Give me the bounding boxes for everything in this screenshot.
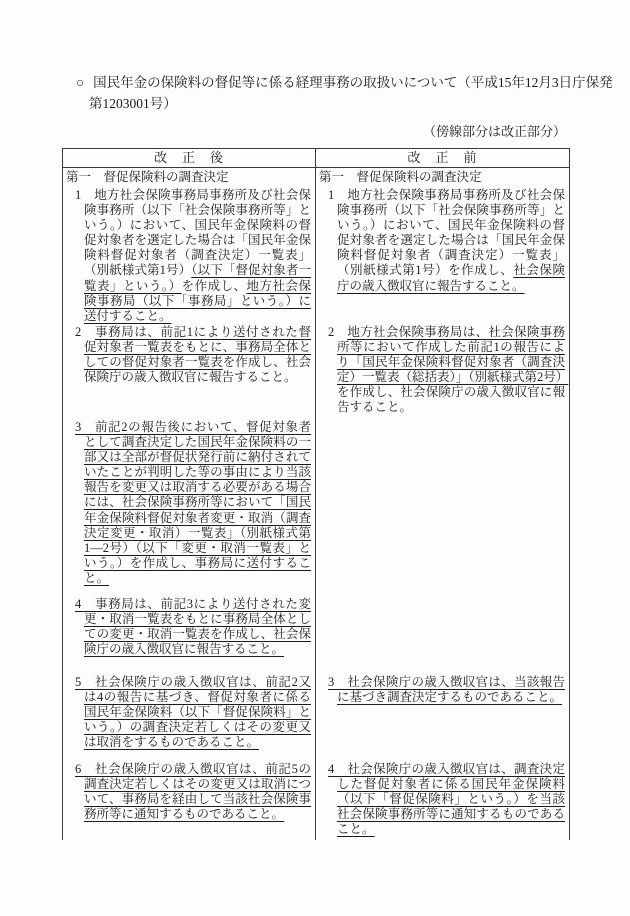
before-item-3: 3 社会保険庁の歳入徴収官は、当該報告に基づき調査決定するものであること。: [328, 675, 565, 705]
comparison-table: [62, 148, 570, 840]
column-after: [63, 168, 316, 840]
after-item-1: 1 地方社会保険事務局事務所及び社会保険事務所（以下「社会保険事務所等」という。）において、国民年金保険料の督促対象者を選定した場合は「国民年金保険料督促対象者（調査決定）一覧表」（別紙様式第1号）（以下「督促対象者一覧表」という。）を作成し、地方社会保険事務局（以下「事務局」という。）に送付すること。: [75, 188, 311, 323]
document-title-line2: 第1203001号）: [89, 96, 177, 111]
column-before: [316, 168, 569, 840]
revision-note: （傍線部分は改正部分）: [422, 124, 566, 139]
circle-bullet-icon: ○: [76, 75, 85, 90]
document-title-block: [76, 0, 613, 113]
section-heading-after: 第一 督促保険料の調査決定: [66, 170, 229, 184]
after-item-6: 6 社会保険庁の歳入徴収官は、前記5の調査決定若しくはその変更又は取消について、事務局を経由して当該社会保険事務所等に通知するものであること。: [75, 762, 311, 822]
section-heading-before: 第一 督促保険料の調査決定: [319, 170, 482, 184]
column-header-before: 改 正 前: [316, 149, 569, 168]
after-item-3: 3 前記2の報告後において、督促対象者として調査決定した国民年金保険料の一部又は全部が督促状発行前に納付されていたことが判明した等の事由により当該報告を変更又は取消する必要がある場合には、社会保険事務所等において「国民年金保険料督促対象者変更・取消（調査決定変更・取消）一覧表」（別紙様式第1―2号）（以下「変更・取消一覧表」という。）を作成し、事務局に送付すること。: [75, 420, 311, 585]
after-item-4: 4 事務局は、前記3により送付された変更・取消一覧表をもとに事務局全体としての変更・取消一覧表を作成し、社会保険庁の歳入徴収官に報告すること。: [75, 597, 311, 657]
after-item-2: 2 事務局は、前記1により送付された督促対象者一覧表をもとに、事務局全体としての督促対象者一覧表を作成し、社会保険庁の歳入徴収官に報告すること。: [75, 325, 311, 385]
document-title-text: 国民年金の保険料の督促等に係る経理事務の取扱いについて（平成15年12月3日庁保発: [93, 75, 613, 90]
after-item-5: 5 社会保険庁の歳入徴収官は、前記2又は4の報告に基づき、督促対象者に係る国民年金保険料（以下「督促保険料」という。）の調査決定若しくはその変更又は取消をするものであること。: [75, 675, 311, 750]
document-title-line1: [76, 74, 613, 92]
before-item-4: 4 社会保険庁の歳入徴収官は、調査決定した督促対象者に係る国民年金保険料（以下「督促保険料」という。）を当該社会保険事務所等に通知するものであること。: [328, 762, 565, 837]
column-header-after: 改 正 後: [63, 149, 316, 168]
before-item-1: 1 地方社会保険事務局事務所及び社会保険事務所（以下「社会保険事務所等」という。）において、国民年金保険料の督促対象者を選定した場合は「国民年金保険料督促対象者（調査決定）一覧表」（別紙様式第1号）を作成し、社会保険庁の歳入徴収官に報告すること。: [328, 188, 565, 293]
before-item-2: 2 地方社会保険事務局は、社会保険事務所等において作成した前記1の報告により「国民年金保険料督促対象者（調査決定）一覧表（総括表）」（別紙様式第2号）を作成し、社会保険庁の歳入徴収官に報告すること。: [328, 325, 569, 415]
